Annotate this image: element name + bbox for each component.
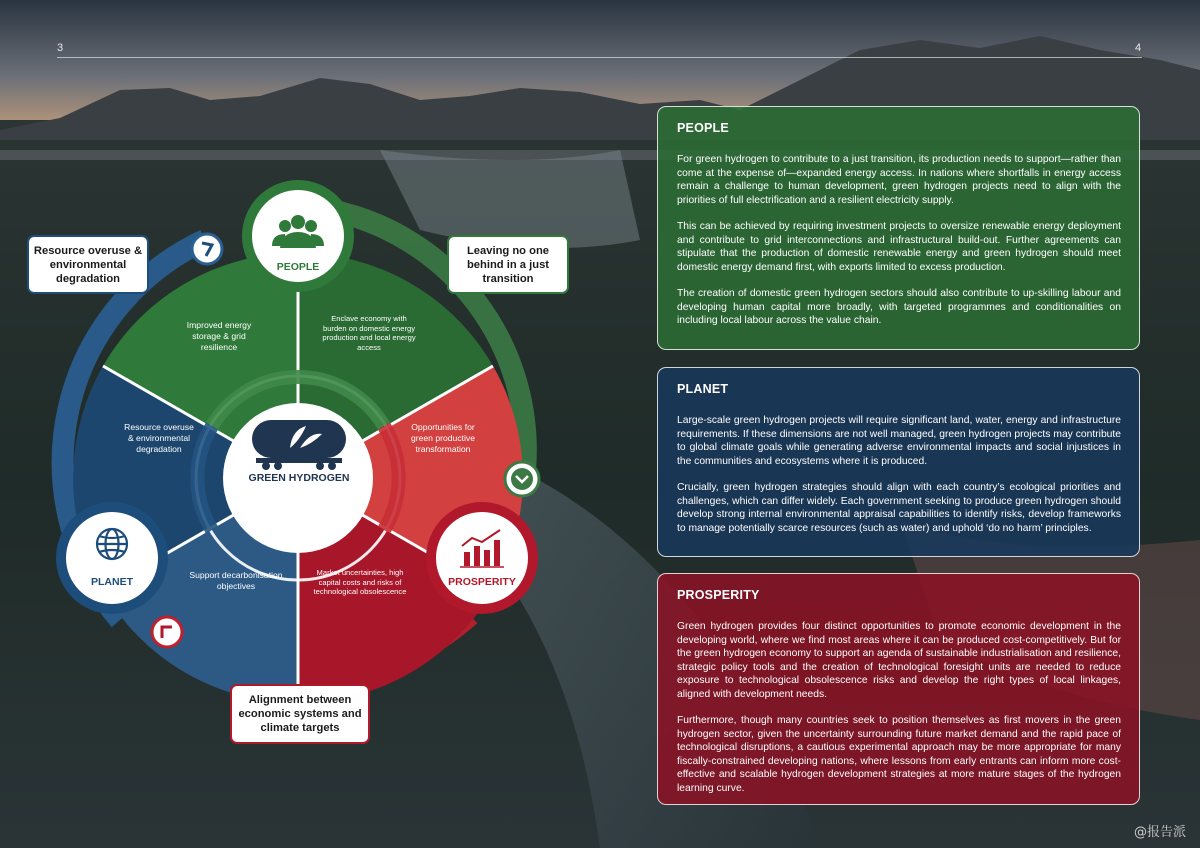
people-panel bbox=[657, 106, 1140, 350]
callout-alignment: Alignment between economic systems and climate targets bbox=[230, 684, 370, 744]
people-panel-title: PEOPLE bbox=[677, 121, 729, 135]
blue-arrow-marker bbox=[192, 234, 222, 264]
segment-blue-bottom-text: Support decarbonisation objectives bbox=[189, 570, 283, 591]
page-number-left: 3 bbox=[57, 42, 64, 54]
green-chevron-marker bbox=[505, 462, 539, 496]
callout-resource-overuse: Resource overuse & environmental degradation bbox=[27, 235, 149, 294]
people-paragraph-3: The creation of domestic green hydrogen sectors should also contribute to up-skilling labour and developing human capital more broadly, with targeted programmes and conditionalities on including local labour across the value chain. bbox=[677, 288, 1121, 326]
people-paragraph-1: For green hydrogen to contribute to a just transition, its production needs to support—rather than come at the expense of—expanded energy access. In nations where shortfalls in energy access remain a challenge to human development, green hydrogen projects need to align with the priorities of full electrification and a resilient electricity supply. bbox=[677, 154, 1121, 206]
prosperity-node-label: PROSPERITY bbox=[448, 576, 516, 588]
segment-red-top-text: Opportunities for green productive transformation bbox=[410, 422, 476, 454]
prosperity-panel-title: PROSPERITY bbox=[677, 588, 760, 602]
planet-paragraph-1: Large-scale green hydrogen projects will require significant land, water, energy and infrastructure requirements. If these dimensions are not well managed, green hydrogen projects may contribute to global climate goals while generating adverse environmental impacts and social injustices in the communities and ecosystems where it is produced. bbox=[677, 415, 1121, 467]
hydrogen-tanker-icon bbox=[252, 420, 346, 470]
center-label: GREEN HYDROGEN bbox=[248, 472, 350, 484]
page-number-right: 4 bbox=[1135, 42, 1142, 54]
segment-green-left-text: Improved energy storage & grid resilience bbox=[186, 320, 252, 352]
segment-blue-top-text: Resource overuse & environmental degradation bbox=[124, 422, 194, 454]
red-arrow-marker bbox=[152, 617, 182, 647]
prosperity-paragraph-1: Green hydrogen provides four distinct opportunities to promote economic development in the developing world, where we find most areas where it can be produced cost-competitively. But for the green hydrogen economy to support an agenda of sustainable industrialisation and resilience, strategic policy tools and the creation of technological foresight units are needed to reduce exposure to technological obsolescence risks and develop the right types of local linkages, aligned with development needs. bbox=[677, 621, 1121, 700]
callout-leaving-no-one-behind: Leaving no one behind in a just transition bbox=[447, 235, 569, 294]
planet-panel-title: PLANET bbox=[677, 382, 729, 396]
prosperity-node bbox=[436, 512, 528, 604]
people-paragraph-2: This can be achieved by requiring investment projects to oversize renewable energy deployment and contribute to grid interconnections and infrastructural build-out. Further agreements can stipulate that the production of domestic renewable energy and green hydrogen should meet domestic energy demand first, with exports limited to excess production. bbox=[677, 221, 1121, 273]
segment-red-bottom-text: Market uncertainties, high capital costs and risks of technological obsolescence bbox=[313, 568, 407, 596]
prosperity-panel bbox=[657, 573, 1140, 805]
planet-node-label: PLANET bbox=[91, 576, 133, 588]
watermark: @报告派 bbox=[1133, 825, 1186, 840]
prosperity-paragraph-2: Furthermore, though many countries seek to position themselves as first movers in the green hydrogen sector, given the uncertainty surrounding future market demand and the rapid pace of technological disruptions, a cautious experimental approach may be more appropriate for many fiscally-constrained developing nations, where lessons from early entrants can inform more cost-effective and scalable hydrogen development strategies at more mature stages of the hydrogen learning curve. bbox=[677, 715, 1121, 794]
segment-green-right-text: Enclave economy with burden on domestic energy production and local energy access bbox=[322, 314, 416, 352]
planet-panel bbox=[657, 367, 1140, 557]
planet-paragraph-2: Crucially, green hydrogen strategies should align with each country’s ecological priorities and challenges, which can differ widely. Each government seeking to produce green hydrogen should develop strong internal environmental appraisal capabilities to identify risks, develop frameworks to manage potentially scarce resources (such as water) and uphold ‘do no harm’ principles. bbox=[677, 482, 1121, 534]
people-node-label: PEOPLE bbox=[276, 261, 320, 273]
